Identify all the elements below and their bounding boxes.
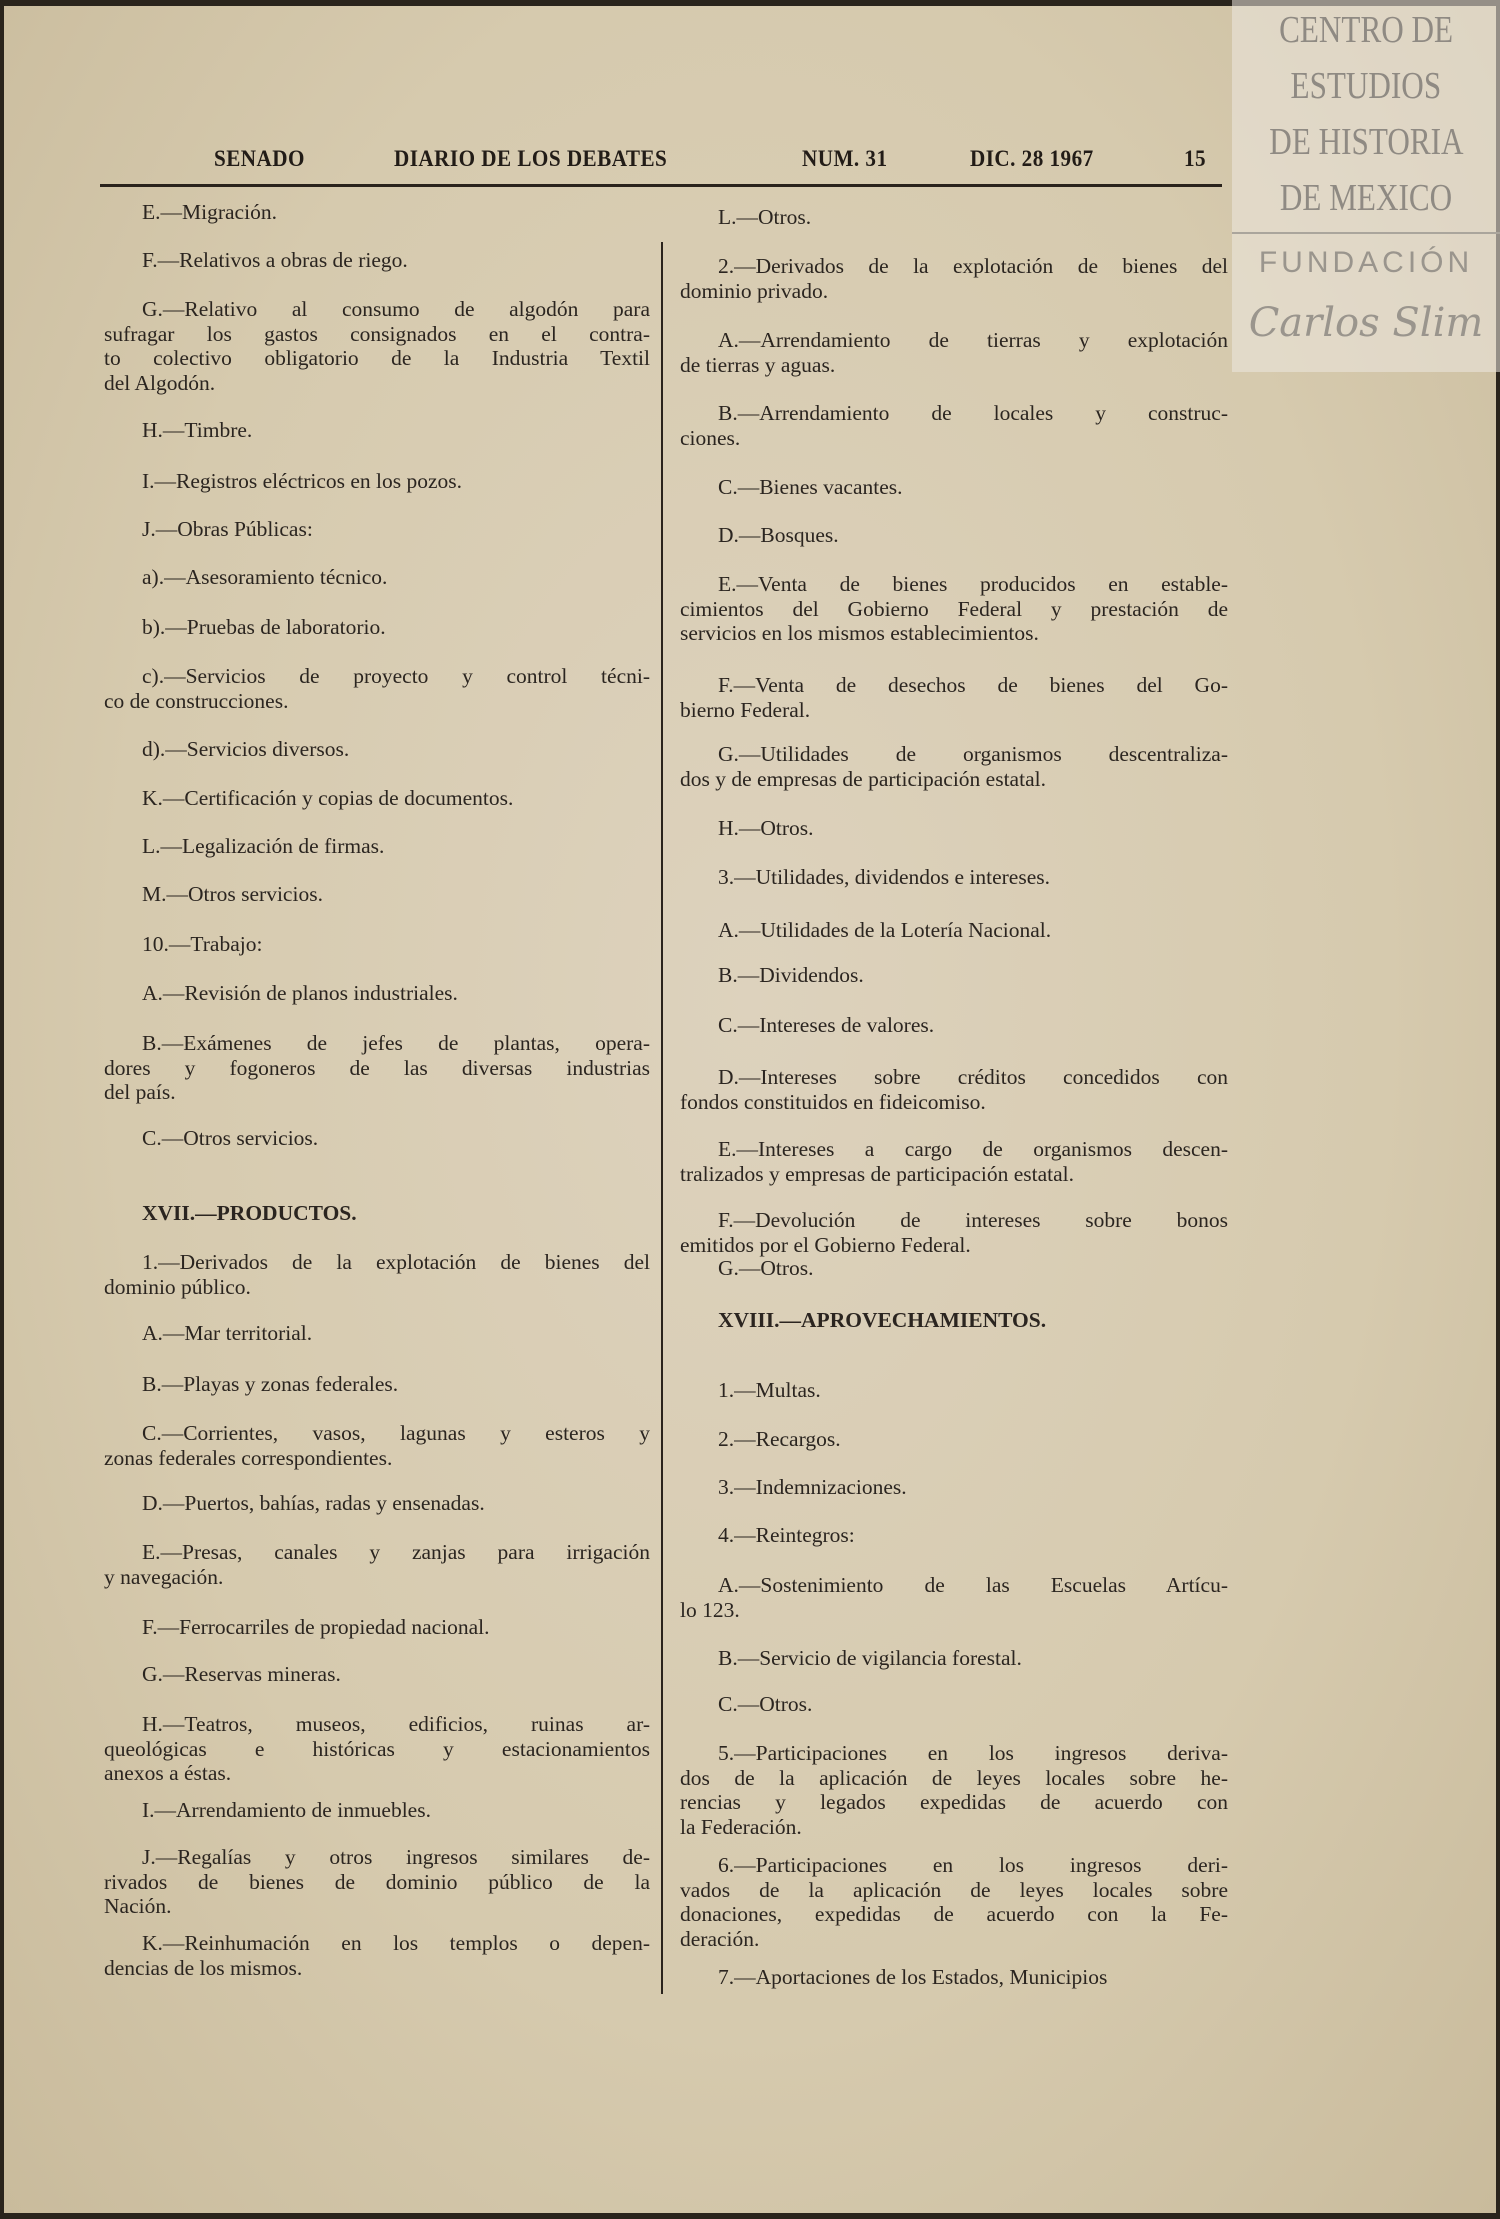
text-line: la Federación. <box>680 1814 802 1839</box>
header-number: NUM. 31 <box>802 146 888 171</box>
text-line: J.—Obras Públicas: <box>142 517 313 541</box>
paragraph <box>104 1845 650 1919</box>
paragraph <box>104 469 650 494</box>
paragraph <box>680 254 1228 303</box>
header-rule <box>100 184 1222 187</box>
paragraph <box>104 200 650 225</box>
text-line: 3.—Indemnizaciones. <box>718 1475 907 1499</box>
text-line: 6.—Participaciones en los ingresos deri- <box>718 1853 1228 1877</box>
text-line: d).—Servicios diversos. <box>142 737 350 761</box>
paragraph <box>680 1427 1228 1452</box>
paragraph <box>104 297 650 395</box>
text-line: G.—Relativo al consumo de algodón para <box>142 297 650 321</box>
text-line: B.—Playas y zonas federales. <box>142 1372 399 1396</box>
paragraph <box>104 615 650 640</box>
text-line: L.—Legalización de firmas. <box>142 834 385 858</box>
paragraph <box>104 248 650 273</box>
paragraph <box>680 1523 1228 1548</box>
text-line: 5.—Participaciones en los ingresos deriva- <box>718 1741 1228 1765</box>
paragraph <box>104 786 650 811</box>
section-heading <box>104 1201 650 1226</box>
paragraph <box>680 865 1228 890</box>
paragraph <box>104 1126 650 1151</box>
watermark-line: ESTUDIOS <box>1290 65 1442 107</box>
watermark-foundation: FUNDACIÓN <box>1258 246 1474 279</box>
text-line: K.—Certificación y copias de documentos. <box>142 786 514 810</box>
header-page: 15 <box>1184 146 1207 171</box>
watermark-line: DE HISTORIA <box>1268 121 1464 163</box>
text-line: vados de la aplicación de leyes locales sobre <box>680 1877 1228 1902</box>
text-line: dominio privado. <box>680 278 829 303</box>
paragraph <box>104 1540 650 1589</box>
paragraph <box>104 1662 650 1687</box>
text-line: E.—Venta de bienes producidos en estable- <box>718 572 1228 596</box>
paragraph <box>680 1853 1228 1951</box>
text-line: F.—Venta de desechos de bienes del Go- <box>718 673 1228 697</box>
text-line: H.—Otros. <box>718 816 814 840</box>
text-line: M.—Otros servicios. <box>142 882 323 906</box>
paragraph <box>680 328 1228 377</box>
text-line: G.—Reservas mineras. <box>142 1662 341 1686</box>
text-line: D.—Bosques. <box>718 523 839 547</box>
paragraph <box>680 742 1228 791</box>
text-line: del Algodón. <box>104 370 216 395</box>
text-line: J.—Regalías y otros ingresos similares de- <box>142 1845 650 1869</box>
paragraph <box>104 565 650 590</box>
text-line: 1.—Derivados de la explotación de bienes del <box>142 1250 650 1274</box>
text-line: rivados de bienes de dominio público de la <box>104 1869 650 1894</box>
paragraph <box>680 918 1228 943</box>
paragraph <box>104 1421 650 1470</box>
text-line: y navegación. <box>104 1564 224 1589</box>
paragraph <box>104 737 650 762</box>
paragraph <box>680 816 1228 841</box>
paragraph <box>104 1712 650 1786</box>
text-line: rencias y legados expedidas de acuerdo con <box>680 1790 1228 1814</box>
paragraph <box>680 1573 1228 1622</box>
text-line: B.—Servicio de vigilancia forestal. <box>718 1646 1022 1670</box>
header-publication: DIARIO DE LOS DEBATES <box>394 146 668 171</box>
paragraph <box>104 834 650 859</box>
paragraph <box>104 1615 650 1640</box>
paragraph <box>104 1798 650 1823</box>
paragraph <box>104 517 650 542</box>
text-line: B.—Arrendamiento de locales y construc- <box>718 401 1228 425</box>
paragraph <box>104 1321 650 1346</box>
text-line: A.—Revisión de planos industriales. <box>142 981 458 1005</box>
text-line: servicios en los mismos establecimientos. <box>680 621 1039 645</box>
paragraph <box>104 664 650 713</box>
paragraph <box>680 1065 1228 1114</box>
paragraph <box>680 523 1228 548</box>
text-line: emitidos por el Gobierno Federal. <box>680 1232 971 1257</box>
paragraph <box>680 1137 1228 1186</box>
text-line: 1.—Multas. <box>718 1378 821 1402</box>
text-line: zonas federales correspondientes. <box>104 1445 393 1470</box>
text-line: ciones. <box>680 425 741 450</box>
watermark-signature: Carlos Slim <box>1248 300 1484 346</box>
text-line: F.—Relativos a obras de riego. <box>142 248 408 272</box>
text-line: 4.—Reintegros: <box>718 1523 855 1547</box>
text-line: E.—Migración. <box>142 200 277 224</box>
paragraph <box>680 205 1228 230</box>
text-line: fondos constituidos en fideicomiso. <box>680 1089 986 1114</box>
paragraph <box>680 401 1228 450</box>
text-line: B.—Dividendos. <box>718 963 864 987</box>
paragraph <box>680 1646 1228 1671</box>
text-line: tralizados y empresas de participación estatal. <box>680 1161 1075 1186</box>
text-line: de tierras y aguas. <box>680 352 836 377</box>
text-line: C.—Intereses de valores. <box>718 1013 935 1037</box>
paragraph <box>680 1965 1228 1990</box>
section-heading <box>680 1308 1228 1333</box>
text-line: XVIII.—APROVECHAMIENTOS. <box>718 1308 1047 1332</box>
paragraph <box>104 981 650 1006</box>
text-line: dencias de los mismos. <box>104 1955 303 1980</box>
text-line: H.—Timbre. <box>142 418 253 442</box>
paragraph <box>680 1208 1228 1257</box>
text-line: a).—Asesoramiento técnico. <box>142 565 388 589</box>
text-line: XVII.—PRODUCTOS. <box>142 1201 357 1225</box>
text-line: L.—Otros. <box>718 205 812 229</box>
watermark-line: CENTRO DE <box>1279 9 1453 51</box>
text-line: C.—Otros. <box>718 1692 813 1716</box>
text-line: F.—Ferrocarriles de propiedad nacional. <box>142 1615 490 1639</box>
paragraph <box>104 1031 650 1105</box>
header-date: DIC. 28 1967 <box>970 146 1094 171</box>
text-line: 2.—Recargos. <box>718 1427 841 1451</box>
text-line: E.—Presas, canales y zanjas para irrigación <box>142 1540 650 1564</box>
text-line: 2.—Derivados de la explotación de bienes del <box>718 254 1228 278</box>
text-line: 7.—Aportaciones de los Estados, Municipios <box>718 1965 1108 1989</box>
text-line: F.—Devolución de intereses sobre bonos <box>718 1208 1228 1232</box>
text-line: E.—Intereses a cargo de organismos descen- <box>718 1137 1228 1161</box>
text-line: co de construcciones. <box>104 688 289 713</box>
text-line: dos y de empresas de participación estatal. <box>680 766 1046 791</box>
text-line: C.—Bienes vacantes. <box>718 475 903 499</box>
text-line: dominio público. <box>104 1274 251 1299</box>
text-line: donaciones, expedidas de acuerdo con la Fe- <box>680 1902 1228 1926</box>
text-line: A.—Mar territorial. <box>142 1321 313 1345</box>
watermark <box>1232 0 1500 372</box>
text-line: b).—Pruebas de laboratorio. <box>142 615 386 639</box>
header-chamber: SENADO <box>214 146 305 171</box>
paragraph <box>104 418 650 443</box>
text-line: Nación. <box>104 1894 172 1918</box>
paragraph <box>104 882 650 907</box>
paragraph <box>680 1013 1228 1038</box>
text-line: anexos a éstas. <box>104 1761 232 1785</box>
paragraph <box>104 932 650 957</box>
paragraph <box>104 1491 650 1516</box>
paragraph <box>680 963 1228 988</box>
text-line: D.—Intereses sobre créditos concedidos con <box>718 1065 1228 1089</box>
paragraph <box>680 1741 1228 1839</box>
text-line: A.—Arrendamiento de tierras y explotación <box>718 328 1228 352</box>
text-line: 10.—Trabajo: <box>142 932 263 956</box>
paragraph <box>680 1378 1228 1403</box>
text-line: H.—Teatros, museos, edificios, ruinas ar- <box>142 1712 650 1736</box>
paragraph <box>104 1931 650 1980</box>
text-line: I.—Arrendamiento de inmuebles. <box>142 1798 431 1822</box>
paragraph <box>680 572 1228 646</box>
text-line: queológicas e históricas y estacionamientos <box>104 1736 650 1761</box>
text-line: to colectivo obligatorio de la Industria Textil <box>104 346 650 370</box>
text-line: C.—Corrientes, vasos, lagunas y esteros y <box>142 1421 650 1445</box>
watermark-line: DE MEXICO <box>1279 177 1453 219</box>
watermark-divider <box>1232 232 1500 234</box>
paragraph <box>680 1475 1228 1500</box>
text-line: del país. <box>104 1080 176 1104</box>
paragraph <box>680 475 1228 500</box>
text-line: C.—Otros servicios. <box>142 1126 319 1150</box>
paragraph <box>680 673 1228 722</box>
paragraph <box>680 1692 1228 1717</box>
text-line: sufragar los gastos consignados en el contra- <box>104 321 650 346</box>
text-line: K.—Reinhumación en los templos o depen- <box>142 1931 650 1955</box>
text-line: B.—Exámenes de jefes de plantas, opera- <box>142 1031 650 1055</box>
text-line: deración. <box>680 1926 760 1951</box>
text-line: A.—Utilidades de la Lotería Nacional. <box>718 918 1052 942</box>
text-line: G.—Otros. <box>718 1256 814 1280</box>
text-line: cimientos del Gobierno Federal y prestación de <box>680 596 1228 621</box>
text-line: D.—Puertos, bahías, radas y ensenadas. <box>142 1491 485 1515</box>
paragraph <box>680 1256 1228 1281</box>
paragraph <box>104 1250 650 1299</box>
text-line: c).—Servicios de proyecto y control técni- <box>142 664 650 688</box>
text-line: G.—Utilidades de organismos descentraliza- <box>718 742 1228 766</box>
column-divider <box>661 242 663 1994</box>
text-line: A.—Sostenimiento de las Escuelas Artícu- <box>718 1573 1228 1597</box>
text-line: dos de la aplicación de leyes locales sobre he- <box>680 1765 1228 1790</box>
text-line: I.—Registros eléctricos en los pozos. <box>142 469 463 493</box>
paragraph <box>104 1372 650 1397</box>
text-line: dores y fogoneros de las diversas industrias <box>104 1055 650 1080</box>
text-line: bierno Federal. <box>680 697 811 722</box>
text-line: lo 123. <box>680 1597 740 1622</box>
text-line: 3.—Utilidades, dividendos e intereses. <box>718 865 1050 889</box>
